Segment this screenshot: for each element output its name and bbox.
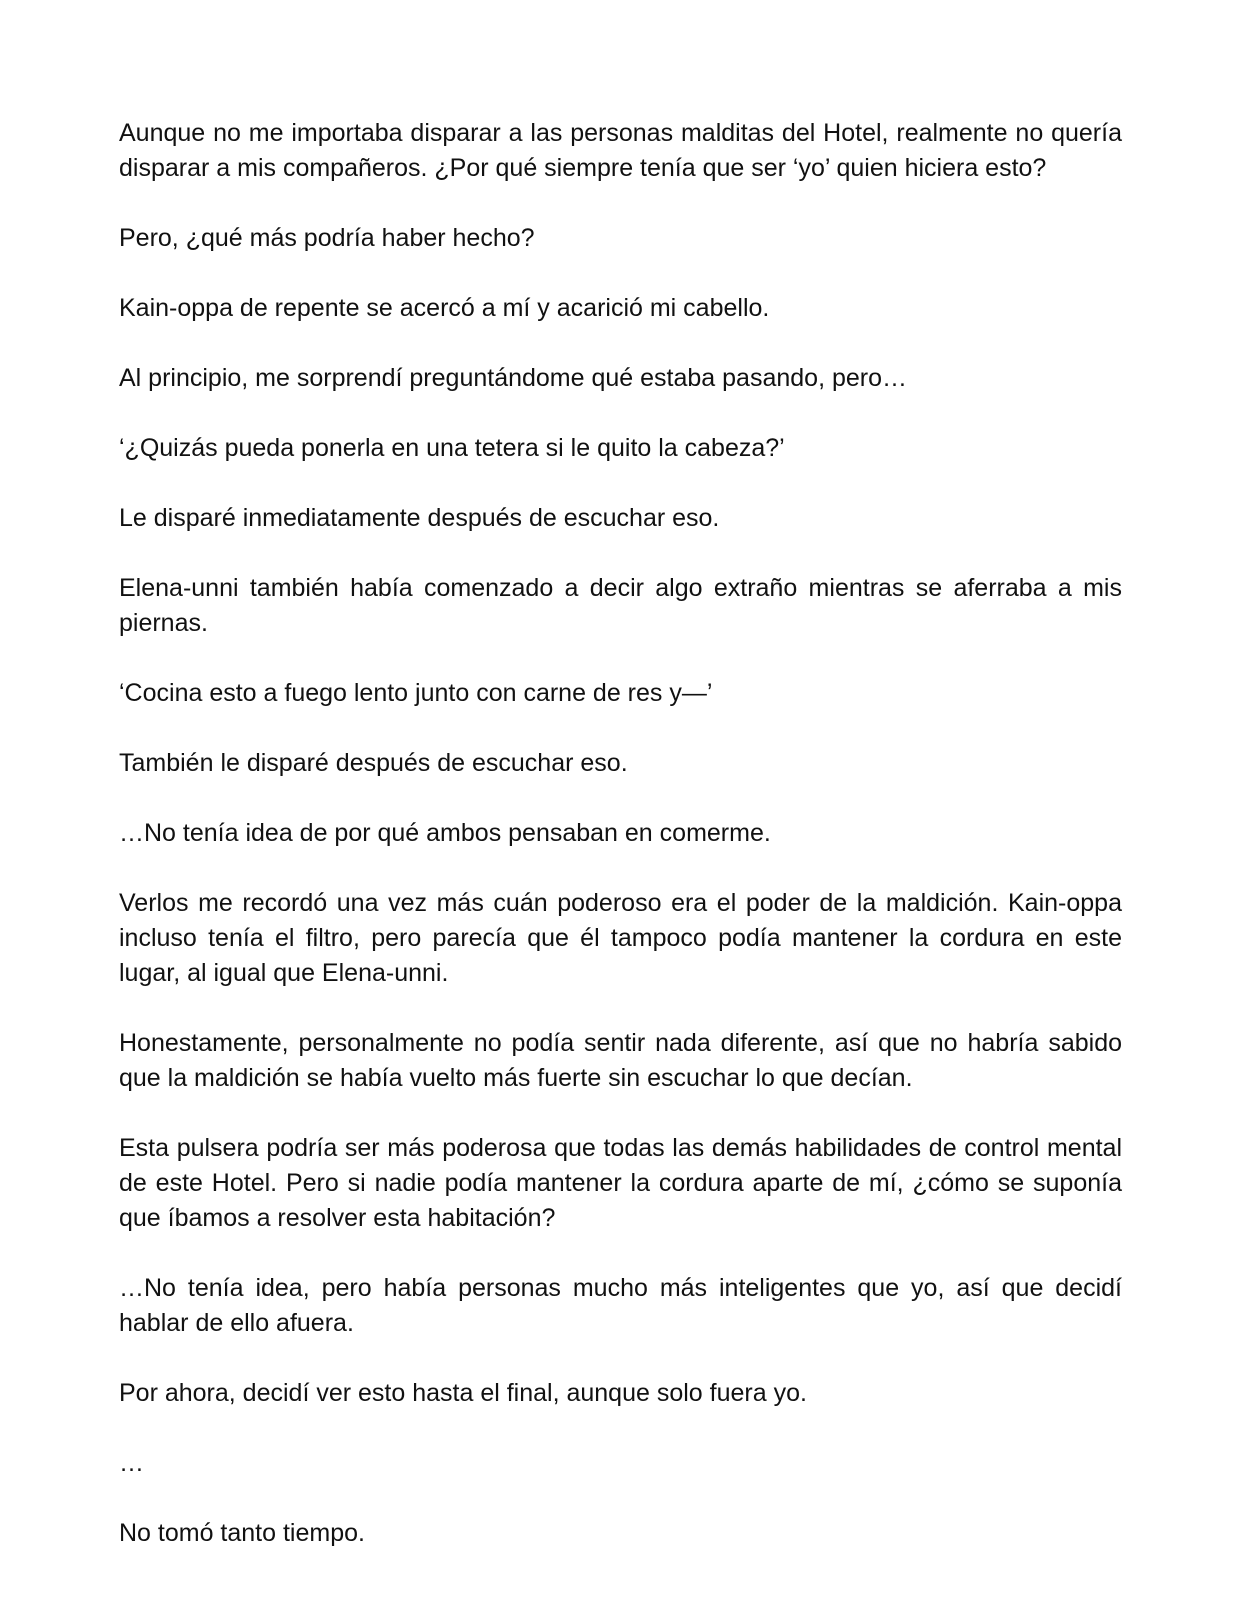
paragraph-11: Verlos me recordó una vez más cuán poderoso era el poder de la maldición. Kain-oppa incluso tenía el filtro, pero parecía que él tampoco podía mantener la cordura en este lugar, al igual que Elena-unni.	[119, 889, 1122, 987]
paragraph-6: Le disparé inmediatamente después de escuchar eso.	[119, 504, 720, 532]
paragraph-16: …	[119, 1449, 144, 1477]
paragraph-1: Aunque no me importaba disparar a las personas malditas del Hotel, realmente no quería disparar a mis compañeros. ¿Por qué siempre tenía que ser ‘yo’ quien hiciera esto?	[119, 119, 1122, 182]
paragraph-17: No tomó tanto tiempo.	[119, 1519, 365, 1547]
paragraph-8: ‘Cocina esto a fuego lento junto con carne de res y—’	[119, 679, 713, 707]
paragraph-15: Por ahora, decidí ver esto hasta el final, aunque solo fuera yo.	[119, 1379, 807, 1407]
paragraph-9: También le disparé después de escuchar eso.	[119, 749, 628, 777]
paragraph-10: …No tenía idea de por qué ambos pensaban en comerme.	[119, 819, 771, 847]
paragraph-7: Elena-unni también había comenzado a decir algo extraño mientras se aferraba a mis piernas.	[119, 574, 1122, 637]
document-page	[119, 116, 1122, 1586]
paragraph-3: Kain-oppa de repente se acercó a mí y acarició mi cabello.	[119, 294, 770, 322]
paragraph-5: ‘¿Quizás pueda ponerla en una tetera si le quito la cabeza?’	[119, 434, 785, 462]
paragraph-4: Al principio, me sorprendí preguntándome qué estaba pasando, pero…	[119, 364, 908, 392]
paragraph-2: Pero, ¿qué más podría haber hecho?	[119, 224, 535, 252]
paragraph-14: …No tenía idea, pero había personas mucho más inteligentes que yo, así que decidí hablar de ello afuera.	[119, 1274, 1122, 1337]
paragraph-13: Esta pulsera podría ser más poderosa que todas las demás habilidades de control mental de este Hotel. Pero si nadie podía mantener la cordura aparte de mí, ¿cómo se suponía que íbamos a resolver esta habitación?	[119, 1134, 1122, 1232]
paragraph-12: Honestamente, personalmente no podía sentir nada diferente, así que no habría sabido que la maldición se había vuelto más fuerte sin escuchar lo que decían.	[119, 1029, 1122, 1092]
